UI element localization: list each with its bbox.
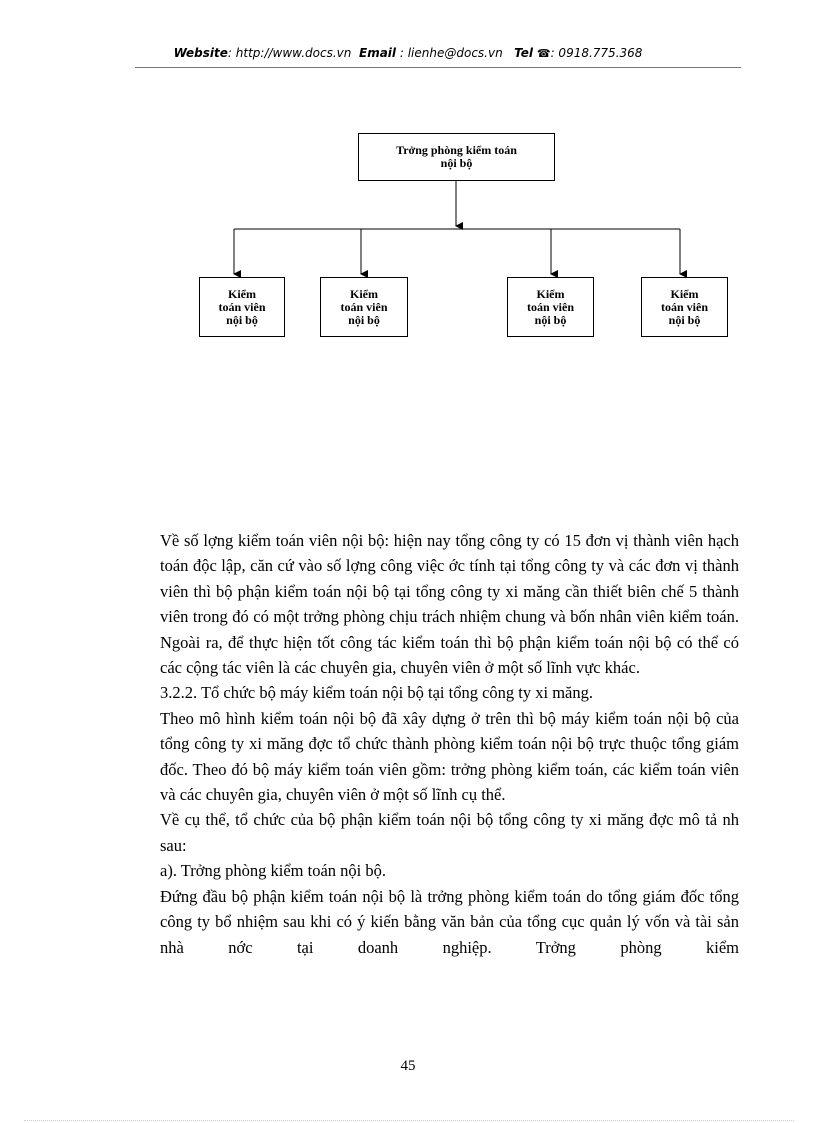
website-label: Website [173,46,228,60]
page-number: 45 [400,1058,416,1074]
org-box-auditor-3 [507,277,594,337]
org-box-head-line2: nội bộ [440,156,473,170]
org-box-head [358,133,555,181]
org-box-auditor-4 [641,277,728,337]
email-label: Email [359,46,397,60]
org-box-line: toán viên [218,299,266,314]
paragraph-organization: Về cụ thể, tổ chức của bộ phận kiểm toán nội bộ tổng công ty xi măng đợc mô tả nh sau: [160,810,739,855]
org-box-line: nội bộ [534,312,567,327]
email-value: : lienhe@docs.vn [399,46,503,60]
org-box-line: nội bộ [348,312,380,327]
org-box-line: toán viên [340,299,388,314]
body-text [160,528,739,960]
paragraph-staffing: Về số lợng kiểm toán viên nội bộ: hiện nay tổng công ty có 15 đơn vị thành viên hạch toán độc lập, căn cứ vào số lợng công việc ớc tính tại tổng công ty và các đơn vị thành viên thì bộ phận kiểm toán nội bộ tại tổng công ty xi măng cần thiết biên chế 5 thành viên trong đó có một trởng phòng chịu trách nhiệm chung và bốn nhân viên kiểm toán. Ngoài ra, để thực hiện tốt công tác kiểm toán thì bộ phận kiểm toán nội bộ có thể có các cộng tác viên là các chuyên gia, chuyên viên ở một số lĩnh vực khác. [160,531,739,678]
subheading-head-of-department: a). Trởng phòng kiểm toán nội bộ. [160,861,386,881]
org-box-line: nội bộ [226,312,258,327]
section-heading: 3.2.2. Tổ chức bộ máy kiểm toán nội bộ tại tổng công ty xi măng. [160,683,593,703]
org-chart-connectors [0,0,816,400]
org-box-line: Kiểm [349,286,378,301]
org-box-line: toán viên [526,299,574,314]
footer-rule [24,1120,794,1121]
org-box-head-line1: Trởng phòng kiểm toán [396,143,517,157]
tel-value: : 0918.775.368 [550,46,643,60]
org-box-auditor-1 [199,277,285,337]
org-box-line: toán viên [660,299,708,314]
org-box-line: Kiểm [670,286,699,301]
org-box-line: Kiểm [227,286,256,301]
website-value: : http://www.docs.vn [227,46,352,60]
org-box-line: Kiểm [536,286,565,301]
tel-label: Tel [514,46,534,60]
org-box-auditor-2 [320,277,408,337]
paragraph-structure: Theo mô hình kiểm toán nội bộ đã xây dựng ở trên thì bộ máy kiểm toán nội bộ của tổng công ty xi măng đợc tổ chức thành phòng kiểm toán nội bộ trực thuộc tổng giám đốc. Theo đó bộ máy kiểm toán viên gồm: trởng phòng kiểm toán, các kiểm toán viên và các chuyên gia, chuyên viên ở một số lĩnh cụ thể. [160,708,739,805]
org-box-line: nội bộ [668,312,701,327]
phone-icon: ☎ [536,47,551,60]
paragraph-head-of-department: Đứng đầu bộ phận kiểm toán nội bộ là trởng phòng kiểm toán do tổng giám đốc tổng công ty bổ nhiệm sau khi có ý kiến bằng văn bản của tổng cục quản lý vốn và tài sản nhà nớc tại doanh nghiệp. Trởng phòng kiểm [160,886,739,957]
